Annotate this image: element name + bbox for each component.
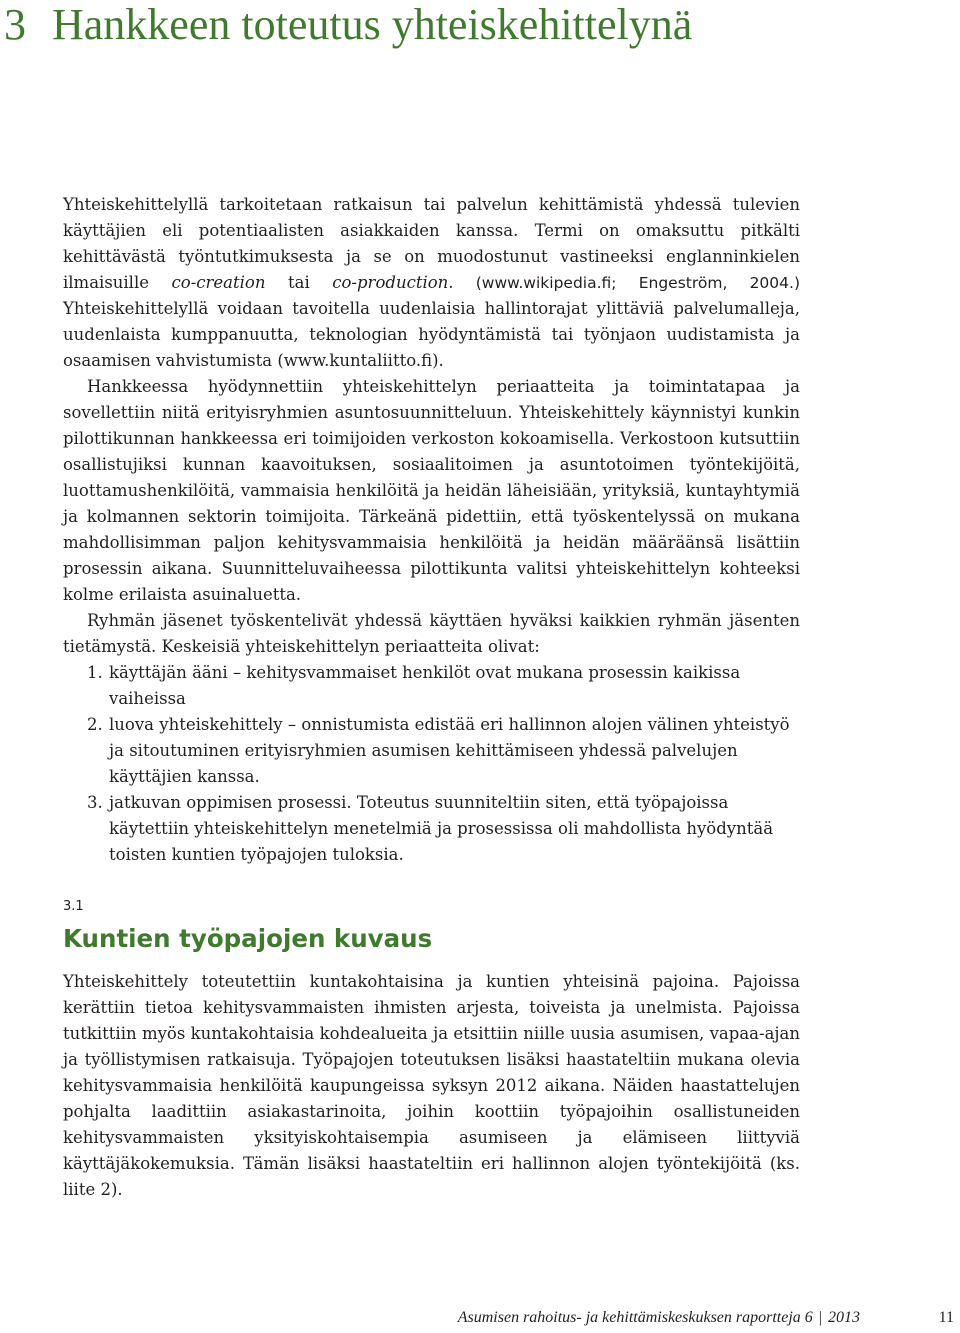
term-co-production: co-production. <box>332 273 454 292</box>
citation: (www.wikipedia.fi; Engeström, 2004.) <box>453 274 800 292</box>
chapter-number: 3 <box>4 0 26 49</box>
chapter-title <box>4 1 692 49</box>
list-item <box>63 712 800 790</box>
report-series <box>458 1309 860 1327</box>
list-text: luova yhteiskehittely – onnistumista edistää eri hallinnon alojen välinen yhteistyö ja sitoutuminen erityisryhmien asumisen kehittämiseen yhdessä palvelujen käyttäjien kanssa. <box>109 715 790 786</box>
list-number: 2. <box>87 715 103 734</box>
paragraph-text: Yhteiskehittelyllä tarkoitetaan ratkaisun tai palvelun kehittämistä yhdessä tulevien käyttäjien eli potentiaalisten asiakkaiden kanssa. Termi on omaksuttu pitkälti kehittävästä työntutkimuksesta ja se on muodostunut vastineeksi englanninkielen ilmaisuille <box>63 195 800 292</box>
section-workshops <box>63 969 800 1203</box>
page-number: 11 <box>938 1309 954 1326</box>
paragraph-text: tai <box>265 273 333 292</box>
list-item <box>63 660 800 712</box>
report-title: Asumisen rahoitus- ja kehittämiskeskuksen raportteja 6 <box>457 1309 813 1326</box>
report-year: 2013 <box>828 1309 860 1326</box>
principles-list <box>63 660 800 868</box>
page-footer <box>0 1309 960 1333</box>
list-number: 1. <box>87 663 103 682</box>
list-text: jatkuvan oppimisen prosessi. Toteutus suunniteltiin siten, että työpajoissa käytettiin yhteiskehittelyn menetelmiä ja prosessissa oli mahdollista hyödyntää toisten kuntien työpajojen tuloksia. <box>109 793 774 864</box>
paragraph-text: Yhteiskehittelyllä voidaan tavoitella uudenlaisia hallintorajat ylittäviä palvelumalleja, uudenlaista kumppanuutta, teknologian hyödyntämistä tai työnjaon uudistamista ja osaamisen vahvistumista (www.kuntaliitto.fi). <box>63 299 800 370</box>
separator: | <box>818 1309 822 1326</box>
section-number: 3.1 <box>63 899 84 914</box>
section-title: Kuntien työpajojen kuvaus <box>63 924 433 953</box>
list-text: käyttäjän ääni – kehitysvammaiset henkilöt ovat mukana prosessin kaikissa vaiheissa <box>109 663 741 708</box>
paragraph-workshops: Yhteiskehittely toteutettiin kuntakohtaisina ja kuntien yhteisinä pajoina. Pajoissa kerättiin tietoa kehitysvammaisten ihmisten arjesta, toiveista ja unelmista. Pajoissa tutkittiin myös kuntakohtaisia kohdealueita ja etsittiin niille uusia asumisen, vapaa-ajan ja työllistymisen ratkaisuja. Työpajojen toteutuksen lisäksi haastateltiin mukana olevia kehitysvammaisia henkilöitä kaupungeissa syksyn 2012 aikana. Näiden haastattelujen pohjalta laadittiin asiakastarinoita, joihin koottiin työpajoihin osallistuneiden kehitysvammaisten yksityiskohtaisempia asumiseen ja elämiseen liittyviä käyttäjäkokemuksia. Tämän lisäksi haastateltiin eri hallinnon alojen työntekijöitä (ks. liite 2). <box>63 972 800 1199</box>
section-intro <box>63 192 800 868</box>
chapter-title-text: Hankkeen toteutus yhteiskehittelynä <box>52 0 693 49</box>
list-number: 3. <box>87 793 103 812</box>
paragraph-principles-intro: Ryhmän jäsenet työskentelivät yhdessä käyttäen hyväksi kaikkien ryhmän jäsenten tietämystä. Keskeisiä yhteiskehittelyn periaatteita olivat: <box>63 611 800 656</box>
list-item <box>63 790 800 868</box>
paragraph-project: Hankkeessa hyödynnettiin yhteiskehittelyn periaatteita ja toimintatapaa ja sovellettiin niitä erityisryhmien asuntosuunnitteluun. Yhteiskehittely käynnistyi kunkin pilottikunnan hankkeessa eri toimijoiden verkoston kokoamisella. Verkostoon kutsuttiin osallistujiksi kunnan kaavoituksen, sosiaalitoimen ja asuntotoimen työntekijöitä, luottamushenkilöitä, vammaisia henkilöitä ja heidän läheisiään, yrityksiä, kuntayhtymiä ja kolmannen sektorin toimijoita. Tärkeänä pidettiin, että työskentelyssä on mukana mahdollisimman paljon kehitysvammaisia henkilöitä ja heidän määräänsä lisättiin prosessin aikana. Suunnitteluvaiheessa pilottikunta valitsi yhteiskehittelyn kohteeksi kolme erilaista asuinaluetta. <box>63 377 800 604</box>
paragraph-definition <box>63 192 800 374</box>
term-co-creation: co-creation <box>171 273 266 292</box>
